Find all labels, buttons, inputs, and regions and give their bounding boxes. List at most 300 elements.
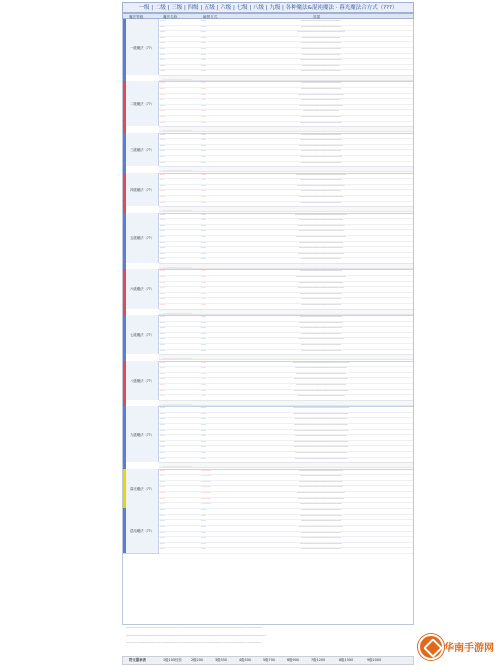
spell-name: ····· [160, 246, 165, 251]
unlock-method: ····· [201, 331, 206, 336]
spell-name: ····· [160, 337, 165, 342]
unlock-method: ····· [201, 223, 206, 228]
spell-effect: ············································ [299, 320, 343, 325]
spell-effect: ························································· [292, 360, 350, 365]
unlock-method: ····· [201, 218, 206, 223]
spell-name: ····· [160, 348, 165, 353]
spell-effect: ············································ [299, 240, 343, 245]
spell-effect: ·················································· [296, 234, 346, 239]
spell-name: ····· [160, 229, 165, 234]
requirement-value: 4级500 [239, 658, 252, 662]
spell-effect: ··················································· [295, 382, 347, 387]
spell-effect: ············································ [299, 280, 343, 285]
spell-name: ····· [160, 326, 165, 331]
spell-name: ····· [160, 513, 165, 518]
spell-effect: ················································ [297, 394, 345, 399]
spell-effect: ········································· [300, 24, 342, 29]
unlock-method: ····· [201, 280, 206, 285]
site-watermark [418, 630, 498, 664]
unlock-method: ·········· [201, 479, 211, 484]
unlock-method: ····· [201, 315, 206, 319]
requirement-value: 7级1200 [311, 658, 326, 662]
spell-name: ····· [160, 218, 165, 223]
spell-name: ····· [160, 434, 165, 439]
unlock-method: ····· [201, 382, 206, 387]
level-label: 九级魔法（??） [126, 406, 159, 462]
spell-name: ····· [160, 58, 165, 63]
spell-name: ····· [160, 240, 165, 245]
spell-effect: ····················································· [294, 417, 348, 422]
spell-effect: ·········································· [300, 120, 342, 125]
spell-effect: ················································ [297, 183, 345, 188]
spell-name: ····· [160, 536, 165, 541]
spell-effect: ····················································· [294, 212, 348, 217]
spell-effect: ···················································· [295, 366, 347, 371]
requirement-value: 6级900 [287, 658, 300, 662]
unlock-method: ····· [201, 508, 206, 513]
spell-effect: ·················································· [296, 172, 346, 177]
spell-effect: ········································· [300, 41, 342, 46]
spell-effect: ········································· [300, 189, 342, 194]
spell-name: ····· [160, 24, 165, 29]
spell-name: ····· [160, 212, 165, 217]
spell-name: ····· [160, 547, 165, 552]
requirement-label: 符文需求表 [129, 658, 146, 662]
spell-effect: ·············································· [298, 92, 344, 97]
spell-effect: ········································· [300, 331, 342, 336]
level-section [123, 269, 413, 316]
table-row [159, 547, 413, 554]
spell-effect: ················································· [296, 490, 346, 495]
unlock-method: ····· [201, 439, 206, 444]
unlock-method: ····· [201, 41, 206, 46]
unlock-method: ····· [201, 19, 206, 23]
unlock-method: ····· [201, 450, 206, 455]
level-label: 四级魔法（??） [126, 173, 159, 207]
unlock-method: ····· [201, 240, 206, 245]
unlock-method: ····· [201, 302, 206, 307]
spell-name: ····· [160, 519, 165, 524]
spell-name: ····· [160, 251, 165, 256]
spell-effect: ········································ [301, 114, 341, 119]
spell-effect: ················································ [297, 30, 345, 35]
spell-name: ····· [160, 541, 165, 546]
unlock-method: ····· [201, 348, 206, 353]
unlock-method: ····· [201, 422, 206, 427]
unlock-method: ····· [201, 81, 206, 86]
spell-effect: ························································· [292, 406, 350, 411]
spell-effect: ········································· [300, 86, 342, 91]
unlock-method: ····· [201, 143, 206, 148]
spell-effect: ·············································· [298, 337, 344, 342]
footer-line: ································································································································· [126, 641, 262, 645]
level-section [123, 508, 413, 554]
spell-effect: ············································ [299, 524, 343, 529]
spell-effect: ············································· [298, 103, 344, 108]
requirement-value: 3级350 [215, 658, 228, 662]
unlock-method: ····· [201, 52, 206, 57]
level-section [123, 315, 413, 362]
spell-effect: ········································· [300, 536, 342, 541]
spell-name: ····· [160, 200, 165, 205]
spell-effect: ········································ [301, 98, 341, 103]
spell-name: ····· [160, 19, 165, 23]
unlock-method: ····· [201, 337, 206, 342]
spell-effect: ·············································· [298, 229, 344, 234]
unlock-method: ····· [201, 234, 206, 239]
unlock-method: ····· [201, 456, 206, 461]
spell-effect: ········································ [301, 160, 341, 165]
spell-name: ····· [160, 178, 165, 183]
unlock-method: ····· [201, 286, 206, 291]
section-note: ······························ [159, 354, 413, 360]
unlock-method: ····· [201, 547, 206, 552]
spell-effect: ···················································· [295, 450, 347, 455]
section-note: ······························ [159, 309, 413, 315]
spell-effect: ········································ [301, 149, 341, 154]
section-note: ······························ [159, 166, 413, 172]
level-section [123, 173, 413, 214]
spell-name: ····· [160, 291, 165, 296]
section-note: ······························ [159, 400, 413, 406]
requirement-value: 2级200 [191, 658, 204, 662]
spell-name: ····· [160, 86, 165, 91]
spell-name: ····· [160, 343, 165, 347]
spell-effect: ············································· [298, 143, 344, 148]
unlock-method: ····· [201, 434, 206, 439]
spell-name: ····· [160, 456, 165, 461]
unlock-method: ····· [201, 69, 206, 74]
unlock-method: ····· [201, 411, 206, 416]
spell-name: ····· [160, 98, 165, 103]
spell-name: ····· [160, 223, 165, 228]
unlock-method: ····· [201, 536, 206, 541]
spell-effect: ··········································· [299, 269, 343, 274]
spell-name: ····· [160, 320, 165, 325]
spell-name: ····· [160, 428, 165, 433]
section-note: ······························ [159, 263, 413, 269]
unlock-method: ····· [201, 149, 206, 154]
unlock-method: ····· [201, 519, 206, 524]
spell-name: ····· [160, 114, 165, 119]
spell-effect: ······································ [302, 52, 340, 57]
unlock-method: ····· [201, 371, 206, 376]
spell-effect: ········································ [301, 547, 341, 552]
spell-name: ····· [160, 502, 165, 507]
unlock-method: ····· [201, 428, 206, 433]
spell-name: ····· [160, 47, 165, 51]
spell-name: ····· [160, 411, 165, 416]
requirement-value: 8级1500 [339, 658, 354, 662]
level-label: 一级魔法（??） [126, 19, 159, 75]
spell-name: ····· [160, 189, 165, 194]
spell-effect: ·········································· [300, 178, 342, 183]
unlock-method: ····· [201, 103, 206, 108]
spell-effect: ········································· [300, 348, 342, 353]
unlock-method: ····· [201, 343, 206, 347]
spell-effect: ············································· [298, 479, 344, 484]
spell-effect: ······································ [302, 35, 340, 40]
section-note: ······························ [159, 126, 413, 132]
spell-name: ····· [160, 474, 165, 479]
spell-effect: ········································ [301, 530, 341, 535]
spell-effect: ·········································· [300, 58, 342, 63]
spell-effect: ·········································· [300, 138, 342, 143]
spell-name: ····· [160, 297, 165, 302]
unlock-method: ·········· [201, 485, 211, 490]
unlock-method: ····· [201, 47, 206, 51]
spell-effect: ························································ [293, 411, 349, 416]
level-section [123, 81, 413, 133]
spell-effect: ········································· [300, 302, 342, 307]
unlock-method: ····· [201, 24, 206, 29]
level-label: 七级魔法（??） [126, 315, 159, 354]
spell-effect: ······················································ [294, 422, 348, 427]
unlock-method: ····· [201, 246, 206, 251]
spell-effect: ············································· [298, 194, 344, 199]
unlock-method: ····· [201, 114, 206, 119]
spell-effect: ······················································· [293, 439, 349, 444]
spell-effect: ··········································· [299, 154, 343, 159]
spell-effect: ·········································· [300, 291, 342, 296]
spell-name: ····· [160, 315, 165, 319]
section-note: ······························ [159, 462, 413, 468]
magic-table [122, 19, 414, 625]
spell-effect: ····················································· [294, 456, 348, 461]
spell-effect: ··············································· [297, 251, 345, 256]
section-note: ······························ [159, 75, 413, 81]
spell-name: ····· [160, 172, 165, 177]
unlock-method: ····· [201, 524, 206, 529]
unlock-method: ····· [201, 86, 206, 91]
spell-name: ····· [160, 417, 165, 422]
spell-effect: ········································ [301, 508, 341, 513]
unlock-method: ····· [201, 92, 206, 97]
spell-name: ····· [160, 485, 165, 490]
unlock-method: ·········· [201, 502, 211, 507]
unlock-method: ····· [201, 297, 206, 302]
spell-name: ····· [160, 360, 165, 365]
unlock-method: ····· [201, 257, 206, 262]
level-section [123, 133, 413, 174]
unlock-method: ····· [201, 154, 206, 159]
spell-name: ····· [160, 388, 165, 393]
spell-name: ····· [160, 439, 165, 444]
unlock-method: ····· [201, 132, 206, 137]
level-label: 五级魔法（??） [126, 213, 159, 263]
spell-name: ····· [160, 154, 165, 159]
spell-name: ····· [160, 103, 165, 108]
level-label: 八级魔法（??） [126, 361, 159, 400]
unlock-method: ····· [201, 274, 206, 279]
level-section [123, 406, 413, 469]
spell-effect: ·················································· [296, 274, 346, 279]
spell-name: ····· [160, 274, 165, 279]
spell-name: ····· [160, 286, 165, 291]
level-section [123, 469, 413, 510]
footer-line: ·································································································································· [126, 626, 263, 630]
spell-name: ····· [160, 302, 165, 307]
level-label: 六级魔法（??） [126, 269, 159, 308]
spell-name: ····· [160, 234, 165, 239]
unlock-method: ····· [201, 98, 206, 103]
requirement-value: 9级2000 [367, 658, 382, 662]
unlock-method: ····· [201, 212, 206, 217]
spell-effect: ············································ [299, 468, 343, 473]
spell-name: ····· [160, 280, 165, 285]
spell-effect: ······················································ [294, 445, 348, 450]
spell-effect: ········································· [300, 519, 342, 524]
unlock-method: ····· [201, 360, 206, 365]
unlock-method: ····· [201, 406, 206, 411]
column-header-level: 魔法等级 [129, 15, 144, 19]
spell-effect: ········································ [301, 200, 341, 205]
unlock-method: ····· [201, 30, 206, 35]
spell-effect: ······················································· [293, 428, 349, 433]
spell-effect: ·········································· [300, 502, 342, 507]
unlock-method: ····· [201, 229, 206, 234]
unlock-method: ····· [201, 200, 206, 205]
spell-effect: ················································ [297, 223, 345, 228]
spell-name: ····· [160, 109, 165, 114]
spell-effect: ···················································· [295, 434, 347, 439]
spell-effect: ·········································· [300, 315, 342, 319]
spell-name: ····· [160, 377, 165, 382]
spell-effect: ·········································· [300, 474, 342, 479]
unlock-method: ····· [201, 320, 206, 325]
spell-name: ····· [160, 81, 165, 86]
level-label: 二级魔法（??） [126, 81, 159, 126]
unlock-method: ····· [201, 445, 206, 450]
unlock-method: ····· [201, 138, 206, 143]
spell-name: ····· [160, 149, 165, 154]
spell-effect: ··············································· [297, 286, 345, 291]
spell-effect: ······················································· [293, 388, 349, 393]
spell-effect: ············································· [298, 246, 344, 251]
spell-name: ····· [160, 382, 165, 387]
spell-name: ····· [160, 41, 165, 46]
spell-effect: ·················································· [296, 371, 346, 376]
spell-name: ····· [160, 422, 165, 427]
spell-name: ····· [160, 445, 165, 450]
column-header-unlock: 解锁方式 [203, 15, 218, 19]
spell-name: ····· [160, 468, 165, 473]
level-section [123, 361, 413, 408]
spell-name: ····· [160, 30, 165, 35]
spell-effect: ········································ [301, 297, 341, 302]
spell-effect: ····································· [302, 109, 340, 114]
watermark-text: 华南手游网 [444, 643, 494, 654]
unlock-method: ·········· [201, 468, 211, 473]
section-note: ······························ [159, 206, 413, 212]
unlock-method: ····· [201, 377, 206, 382]
spell-effect: ·········································· [300, 513, 342, 518]
unlock-method: ····· [201, 541, 206, 546]
spell-name: ····· [160, 160, 165, 165]
spell-name: ····· [160, 366, 165, 371]
spell-name: ····· [160, 52, 165, 57]
unlock-method: ····· [201, 388, 206, 393]
spell-name: ····· [160, 132, 165, 137]
requirement-value: 1级100经验 [163, 658, 182, 662]
unlock-method: ·········· [201, 496, 211, 501]
spell-name: ····· [160, 496, 165, 501]
footer-line: ······································································································································ [126, 634, 267, 638]
unlock-method: ····· [201, 194, 206, 199]
spell-name: ····· [160, 120, 165, 125]
spell-name: ····· [160, 490, 165, 495]
unlock-method: ····· [201, 172, 206, 177]
spell-effect: ············································ [299, 485, 343, 490]
document-title: 一级 | 二级 | 三级 | 四级 | 五级 | 六级 | 七级 | 八级 | 九级 | 各种魔法&混沌魔法 · 暮光魔法合方式（???） [122, 2, 414, 13]
unlock-method: ····· [201, 530, 206, 535]
unlock-method: ····· [201, 513, 206, 518]
level-label: 暮光魔法（??） [126, 469, 159, 508]
spell-name: ····· [160, 371, 165, 376]
spell-name: ····· [160, 508, 165, 513]
unlock-method: ····· [201, 417, 206, 422]
spell-effect: ·········································· [300, 541, 342, 546]
spell-name: ····· [160, 183, 165, 188]
spell-effect: ········································ [301, 19, 341, 23]
spell-effect: ··········································· [299, 326, 343, 331]
spell-name: ····· [160, 69, 165, 74]
unlock-method: ····· [201, 178, 206, 183]
unlock-method: ····· [201, 160, 206, 165]
spell-effect: ··············································· [297, 496, 345, 501]
spell-name: ····· [160, 394, 165, 399]
unlock-method: ····· [201, 189, 206, 194]
spell-name: ····· [160, 63, 165, 68]
level-label: 混沌魔法（??） [126, 508, 159, 553]
spell-effect: ········································ [301, 47, 341, 51]
spell-name: ····· [160, 530, 165, 535]
spell-name: ····· [160, 524, 165, 529]
level-label: 三级魔法（??） [126, 133, 159, 167]
unlock-method: ····· [201, 251, 206, 256]
spell-name: ····· [160, 479, 165, 484]
spell-effect: ········································ [301, 81, 341, 86]
spell-name: ····· [160, 35, 165, 40]
spell-name: ····· [160, 450, 165, 455]
spell-effect: ········································· [300, 132, 342, 137]
spell-effect: ······································· [301, 63, 341, 68]
spell-name: ····· [160, 92, 165, 97]
spell-effect: ········································ [301, 343, 341, 347]
spell-name: ····· [160, 257, 165, 262]
unlock-method: ····· [201, 326, 206, 331]
spell-name: ····· [160, 138, 165, 143]
level-section [123, 213, 413, 271]
unlock-method: ····· [201, 58, 206, 63]
spell-name: ····· [160, 331, 165, 336]
spell-name: ····· [160, 194, 165, 199]
spell-name: ····· [160, 269, 165, 274]
unlock-method: ····· [201, 366, 206, 371]
column-header-effect: 效果 [313, 15, 321, 19]
unlock-method: ····· [201, 394, 206, 399]
unlock-method: ····· [201, 120, 206, 125]
unlock-method: ·········· [201, 490, 211, 495]
level-section [123, 19, 413, 82]
spell-name: ····· [160, 143, 165, 148]
unlock-method: ····· [201, 109, 206, 114]
spell-effect: ········································ [301, 69, 341, 74]
rune-requirement-bar [122, 656, 414, 665]
unlock-method: ····· [201, 63, 206, 68]
spell-effect: ······················································ [294, 377, 348, 382]
unlock-method: ····· [201, 35, 206, 40]
